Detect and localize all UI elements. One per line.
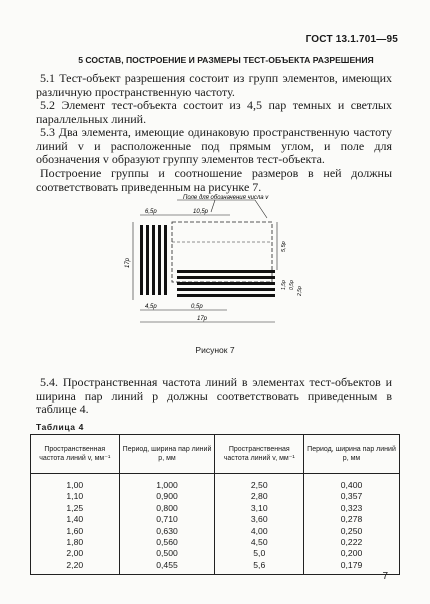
cell: 0,222 bbox=[304, 537, 400, 548]
cell: 0,278 bbox=[304, 514, 400, 525]
paragraph-5-1: 5.1 Тест-объект разрешения состоит из групп элементов, имеющих различную пространственную частоту. bbox=[36, 71, 392, 99]
table-caption: Таблица 4 bbox=[36, 422, 84, 432]
dim-top-right: 10,5p bbox=[193, 209, 209, 215]
cell: 0,500 bbox=[119, 548, 215, 559]
table-row bbox=[31, 548, 400, 559]
dim-top-left: 6,5p bbox=[145, 209, 157, 215]
cell: 2,20 bbox=[31, 560, 120, 575]
dim-left-vertical: 17p bbox=[125, 257, 131, 268]
table-row bbox=[31, 526, 400, 537]
cell: 4,00 bbox=[215, 526, 304, 537]
dim-right-vertical: 5,5p bbox=[281, 241, 287, 252]
vertical-line-element bbox=[140, 225, 167, 295]
cell: 1,40 bbox=[31, 514, 120, 525]
cell: 3,10 bbox=[215, 503, 304, 514]
cell: 1,00 bbox=[31, 474, 120, 492]
dim-right-small-3: 2,5p bbox=[297, 286, 303, 296]
cell: 0,560 bbox=[119, 537, 215, 548]
table-row bbox=[31, 503, 400, 514]
dim-bottom-left: 4,5p bbox=[145, 304, 157, 310]
header-period-2: Период, ширина пар линий p, мм bbox=[304, 435, 400, 474]
table-row bbox=[31, 560, 400, 575]
cell: 4,50 bbox=[215, 537, 304, 548]
section-title: 5 СОСТАВ, ПОСТРОЕНИЕ И РАЗМЕРЫ ТЕСТ-ОБЪЕКТА РАЗРЕШЕНИЯ bbox=[78, 55, 374, 65]
paragraph-construction: Построение группы и соотношение размеров в ней должны соответствовать приведенным на рисунке 7. bbox=[36, 166, 392, 194]
cell: 0,179 bbox=[304, 560, 400, 575]
cell: 0,357 bbox=[304, 491, 400, 502]
table-row bbox=[31, 474, 400, 492]
cell: 0,250 bbox=[304, 526, 400, 537]
paragraph-5-3: 5.3 Два элемента, имеющие одинаковую пространственную частоту линий v и расположенные под прямым углом, и поле для обозначения v образуют группу элементов тест-объекта. bbox=[36, 125, 392, 167]
table-row bbox=[31, 514, 400, 525]
cell: 1,10 bbox=[31, 491, 120, 502]
dim-right-small-2: 0,5p bbox=[289, 280, 295, 290]
cell: 1,000 bbox=[119, 474, 215, 492]
page-number: 7 bbox=[382, 571, 388, 582]
cell: 5,0 bbox=[215, 548, 304, 559]
cell: 3,60 bbox=[215, 514, 304, 525]
table-row bbox=[31, 491, 400, 502]
cell: 0,400 bbox=[304, 474, 400, 492]
cell: 0,455 bbox=[119, 560, 215, 575]
dim-right-small-1: 1,5p bbox=[281, 280, 287, 290]
figure-caption: Рисунок 7 bbox=[195, 345, 235, 355]
cell: 0,800 bbox=[119, 503, 215, 514]
paragraph-5-2: 5.2 Элемент тест-объекта состоит из 4,5 пар темных и светлых параллельных линий. bbox=[36, 98, 392, 126]
cell: 2,50 bbox=[215, 474, 304, 492]
table-row bbox=[31, 537, 400, 548]
cell: 0,323 bbox=[304, 503, 400, 514]
dim-bottom-total: 17p bbox=[197, 316, 208, 322]
data-table bbox=[30, 434, 400, 575]
cell: 1,60 bbox=[31, 526, 120, 537]
cell: 0,200 bbox=[304, 548, 400, 559]
header-period-1: Период, ширина пар линий p, мм bbox=[119, 435, 215, 474]
cell: 5,6 bbox=[215, 560, 304, 575]
header-frequency-2: Пространственная частота линий v, мм⁻¹ bbox=[215, 435, 304, 474]
cell: 1,80 bbox=[31, 537, 120, 548]
cell: 0,710 bbox=[119, 514, 215, 525]
cell: 2,80 bbox=[215, 491, 304, 502]
header-frequency-1: Пространственная частота линий v, мм⁻¹ bbox=[31, 435, 120, 474]
figure-7-diagram bbox=[115, 190, 315, 340]
standard-number: ГОСТ 13.1.701—95 bbox=[305, 34, 398, 45]
dim-bottom-right: 0,5p bbox=[191, 304, 203, 310]
cell: 1,25 bbox=[31, 503, 120, 514]
horizontal-line-element bbox=[177, 270, 275, 297]
label-field-text: Поле для обозначения числа v bbox=[183, 195, 269, 201]
cell: 0,630 bbox=[119, 526, 215, 537]
cell: 2,00 bbox=[31, 548, 120, 559]
cell: 0,900 bbox=[119, 491, 215, 502]
table-header-row bbox=[31, 435, 400, 474]
paragraph-5-4: 5.4. Пространственная частота линий в элементах тест-объектов и ширина пар линий p должны соответствовать приведенным в таблице 4. bbox=[36, 375, 392, 417]
